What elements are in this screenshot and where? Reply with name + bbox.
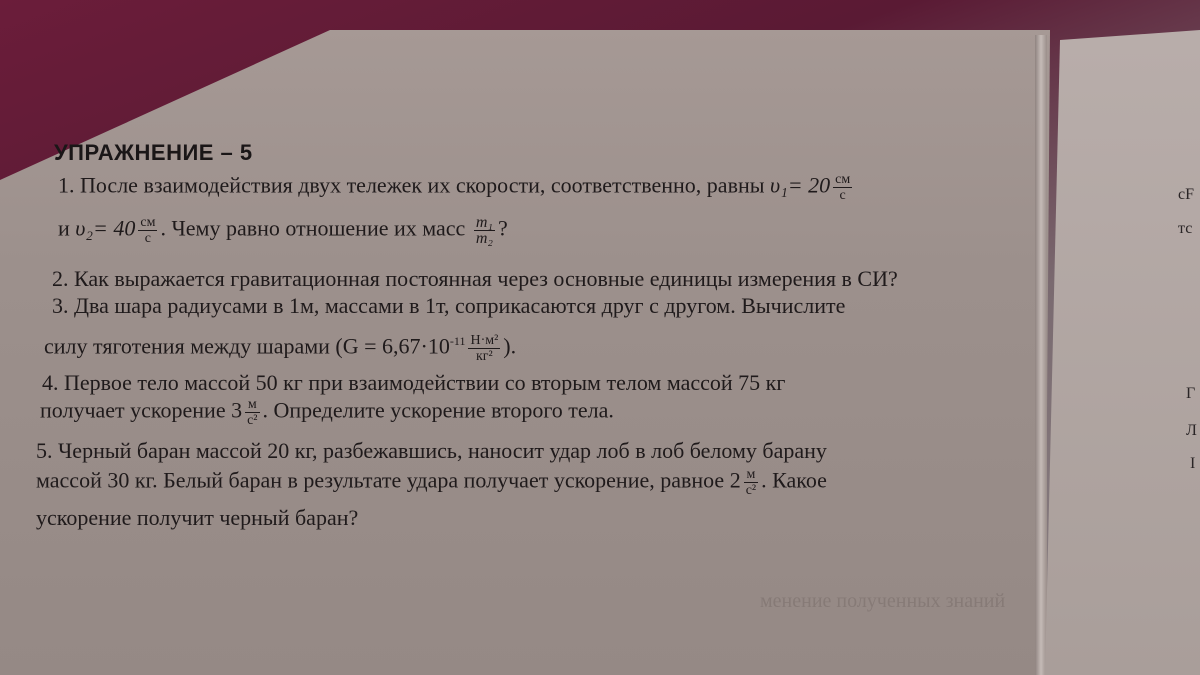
a1-unit xyxy=(245,397,259,428)
problem-5-text: массой 30 кг. Белый баран в результате удара получает ускорение, равное 2 xyxy=(36,467,741,493)
closing-paren: ). xyxy=(503,333,517,359)
g-unit-den: кг² xyxy=(476,349,493,364)
problem-4-question: . Определите ускорение второго тела. xyxy=(262,397,614,423)
v2-unit xyxy=(138,215,157,246)
problem-4-line-1: 4. Первое тело массой 50 кг при взаимодействии со вторым телом массой 75 кг xyxy=(42,370,786,395)
problem-4-text: получает ускорение 3 xyxy=(40,397,243,423)
v1-value: υ₁= 20 xyxy=(770,172,831,198)
right-page-fragment-2: тс xyxy=(1178,220,1193,237)
problem-5-line-3: ускорение получит черный баран? xyxy=(36,505,359,530)
bleed-through-text: менение полученных знаний xyxy=(760,590,1006,612)
problem-3-text: силу тяготения между шарами (G = 6,67·10 xyxy=(44,333,450,359)
right-page-fragment-4: Л xyxy=(1186,422,1197,439)
v1-unit-num: см xyxy=(835,172,851,187)
problem-5-which: . Какое xyxy=(761,467,827,493)
a2-unit-num: м xyxy=(744,467,758,483)
problem-3-line-1: 3. Два шара радиусами в 1м, массами в 1т, соприкасаются друг с другом. Вычислите xyxy=(52,293,846,318)
problem-4-line-2 xyxy=(40,397,614,428)
problem-5-line-2 xyxy=(36,467,827,498)
v1-unit-den: с xyxy=(839,188,846,203)
exponent: -11 xyxy=(449,334,466,349)
mass-num: m₁ xyxy=(475,214,493,231)
right-page-fragment-5: I xyxy=(1190,455,1196,472)
a2-unit xyxy=(744,467,758,498)
right-page-fragment-3: Г xyxy=(1186,385,1196,402)
problem-2: 2. Как выражается гравитационная постоянная через основные единицы измерения в СИ? xyxy=(52,266,898,291)
problem-5-line-1: 5. Черный баран массой 20 кг, разбежавшись, наносит удар лоб в лоб белому барану xyxy=(36,438,827,463)
a1-unit-num: м xyxy=(245,397,259,413)
right-page-fragment-1: сF xyxy=(1178,186,1194,203)
v1-unit xyxy=(833,172,852,203)
v2-unit-den: с xyxy=(144,231,152,246)
v2-unit-num: см xyxy=(140,215,156,230)
mass-question: . Чему равно отношение их масс xyxy=(160,215,466,241)
mass-den: m₂ xyxy=(475,230,493,247)
page-edge xyxy=(1035,35,1047,675)
question-mark: ? xyxy=(497,215,508,241)
exercise-title: УПРАЖНЕНИЕ – 5 xyxy=(54,140,253,165)
v2-value: υ₂= 40 xyxy=(75,215,136,241)
a2-unit-den: с² xyxy=(745,483,757,498)
a1-unit-den: с² xyxy=(247,413,258,428)
and-text: и xyxy=(58,215,70,241)
g-unit xyxy=(468,333,500,364)
problem-1-line-2 xyxy=(58,215,508,246)
mass-ratio xyxy=(474,215,495,246)
problem-1-text: 1. После взаимодействия двух тележек их скорости, соответственно, равны xyxy=(58,172,765,198)
right-page xyxy=(1040,0,1200,675)
problem-1-line-1 xyxy=(58,172,855,203)
problem-3-line-2 xyxy=(44,333,516,364)
g-unit-num: Н·м² xyxy=(470,333,499,348)
